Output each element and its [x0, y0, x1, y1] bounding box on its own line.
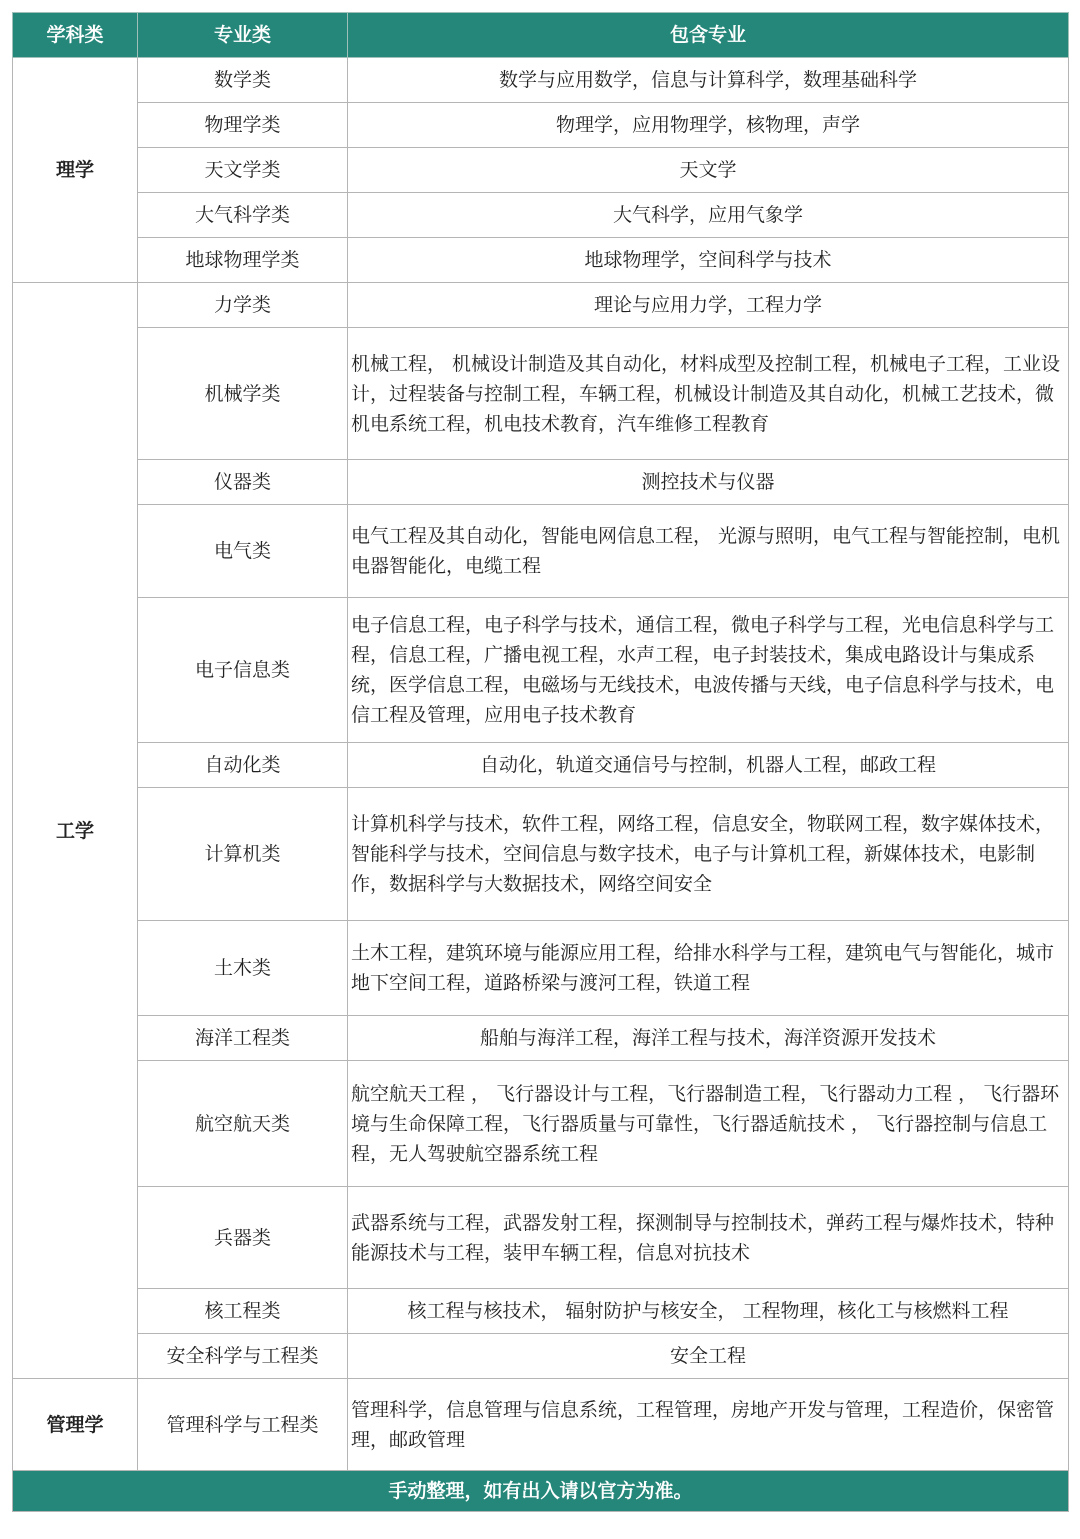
discipline-cell: 管理学 [13, 1379, 138, 1471]
header-row [13, 13, 1069, 58]
included-majors-cell: 管理科学，信息管理与信息系统，工程管理，房地产开发与管理，工程造价，保密管理，邮政管理 [348, 1379, 1069, 1471]
major-class-cell: 兵器类 [138, 1187, 348, 1289]
included-majors-cell: 航空航天工程 ， 飞行器设计与工程，飞行器制造工程，飞行器动力工程 ， 飞行器环境与生命保障工程，飞行器质量与可靠性，飞行器适航技术 ， 飞行器控制与信息工程，无人驾驶航空器系统工程 [348, 1061, 1069, 1187]
header-discipline: 学科类 [13, 13, 138, 58]
included-majors-cell: 计算机科学与技术，软件工程，网络工程，信息安全，物联网工程，数字媒体技术，智能科学与技术，空间信息与数字技术，电子与计算机工程，新媒体技术，电影制作，数据科学与大数据技术，网络空间安全 [348, 788, 1069, 921]
major-class-cell: 数学类 [138, 58, 348, 103]
included-majors-cell: 理论与应用力学，工程力学 [348, 283, 1069, 328]
footer-note: 手动整理，如有出入请以官方为准。 [13, 1471, 1069, 1512]
major-class-cell: 核工程类 [138, 1289, 348, 1334]
included-majors-cell: 测控技术与仪器 [348, 460, 1069, 505]
table-row [13, 103, 1069, 148]
majors-table [12, 12, 1069, 1512]
discipline-cell: 理学 [13, 58, 138, 283]
major-class-cell: 力学类 [138, 283, 348, 328]
table-row [13, 460, 1069, 505]
included-majors-cell: 自动化，轨道交通信号与控制，机器人工程，邮政工程 [348, 743, 1069, 788]
table-row [13, 1187, 1069, 1289]
table-row [13, 1289, 1069, 1334]
major-class-cell: 土木类 [138, 921, 348, 1016]
header-major-class: 专业类 [138, 13, 348, 58]
included-majors-cell: 大气科学，应用气象学 [348, 193, 1069, 238]
table-row [13, 1334, 1069, 1379]
included-majors-cell: 船舶与海洋工程，海洋工程与技术，海洋资源开发技术 [348, 1016, 1069, 1061]
included-majors-cell: 安全工程 [348, 1334, 1069, 1379]
included-majors-cell: 武器系统与工程，武器发射工程，探测制导与控制技术，弹药工程与爆炸技术，特种能源技术与工程，装甲车辆工程，信息对抗技术 [348, 1187, 1069, 1289]
table-row [13, 788, 1069, 921]
included-majors-cell: 电子信息工程，电子科学与技术，通信工程，微电子科学与工程，光电信息科学与工程，信息工程，广播电视工程，水声工程，电子封装技术，集成电路设计与集成系统，医学信息工程，电磁场与无线技术，电波传播与天线，电子信息科学与技术，电信工程及管理，应用电子技术教育 [348, 598, 1069, 743]
footer-row [13, 1471, 1069, 1512]
major-class-cell: 自动化类 [138, 743, 348, 788]
table-row [13, 1379, 1069, 1471]
included-majors-cell: 机械工程， 机械设计制造及其自动化，材料成型及控制工程，机械电子工程，工业设计，过程装备与控制工程，车辆工程，机械设计制造及其自动化，机械工艺技术，微机电系统工程，机电技术教育，汽车维修工程教育 [348, 328, 1069, 460]
included-majors-cell: 电气工程及其自动化，智能电网信息工程， 光源与照明，电气工程与智能控制，电机电器智能化，电缆工程 [348, 505, 1069, 598]
major-class-cell: 电气类 [138, 505, 348, 598]
major-class-cell: 电子信息类 [138, 598, 348, 743]
table-row [13, 283, 1069, 328]
included-majors-cell: 数学与应用数学，信息与计算科学，数理基础科学 [348, 58, 1069, 103]
major-class-cell: 管理科学与工程类 [138, 1379, 348, 1471]
header-included-majors: 包含专业 [348, 13, 1069, 58]
included-majors-cell: 物理学，应用物理学，核物理，声学 [348, 103, 1069, 148]
table-row [13, 598, 1069, 743]
table-row [13, 1016, 1069, 1061]
major-class-cell: 地球物理学类 [138, 238, 348, 283]
table-row [13, 921, 1069, 1016]
table-row [13, 743, 1069, 788]
discipline-cell: 工学 [13, 283, 138, 1379]
major-class-cell: 天文学类 [138, 148, 348, 193]
included-majors-cell: 地球物理学，空间科学与技术 [348, 238, 1069, 283]
major-class-cell: 机械学类 [138, 328, 348, 460]
table-row [13, 505, 1069, 598]
major-class-cell: 安全科学与工程类 [138, 1334, 348, 1379]
included-majors-cell: 天文学 [348, 148, 1069, 193]
table-row [13, 238, 1069, 283]
table-row [13, 328, 1069, 460]
table-row [13, 148, 1069, 193]
major-class-cell: 物理学类 [138, 103, 348, 148]
major-class-cell: 航空航天类 [138, 1061, 348, 1187]
included-majors-cell: 核工程与核技术， 辐射防护与核安全， 工程物理，核化工与核燃料工程 [348, 1289, 1069, 1334]
table-row [13, 58, 1069, 103]
included-majors-cell: 土木工程，建筑环境与能源应用工程，给排水科学与工程，建筑电气与智能化，城市地下空间工程，道路桥梁与渡河工程，铁道工程 [348, 921, 1069, 1016]
major-class-cell: 海洋工程类 [138, 1016, 348, 1061]
major-class-cell: 大气科学类 [138, 193, 348, 238]
major-class-cell: 计算机类 [138, 788, 348, 921]
major-class-cell: 仪器类 [138, 460, 348, 505]
table-row [13, 1061, 1069, 1187]
table-row [13, 193, 1069, 238]
